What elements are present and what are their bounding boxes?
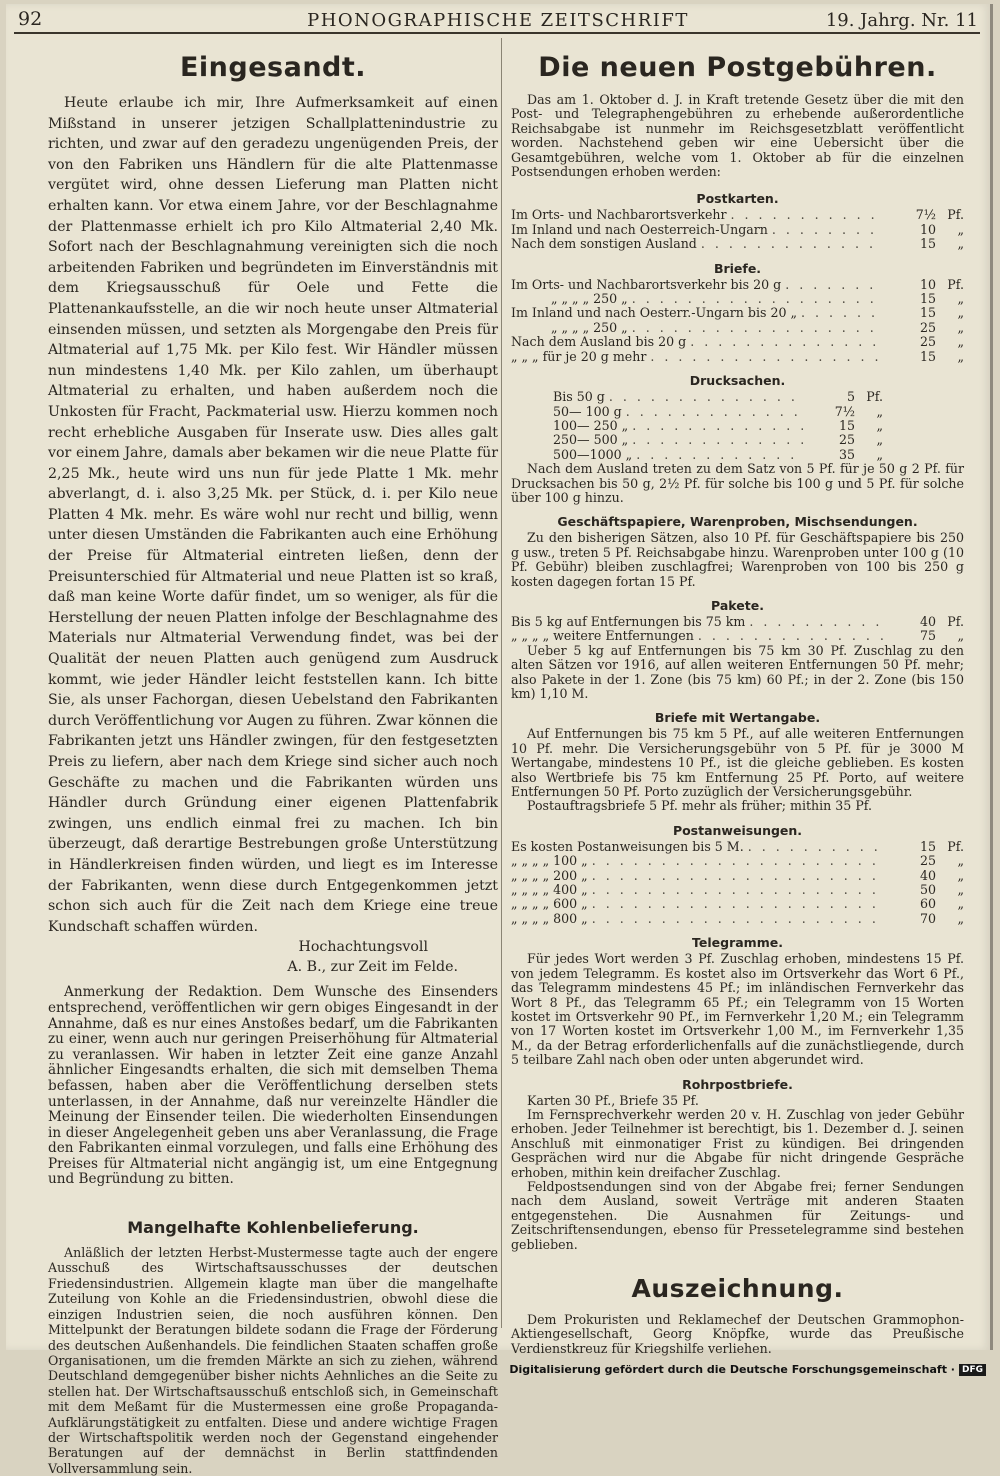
postkarten-title: Postkarten. <box>696 191 779 207</box>
auszeichnung-title: Auszeichnung. <box>631 1274 844 1303</box>
publication-title: PHONOGRAPHISCHE ZEITSCHRIFT <box>307 10 689 31</box>
table-row: „ „ „ „ 600 „ . . . 60 „ <box>511 897 964 911</box>
table-row: „ „ „ „ 800 „ . . . 70 „ <box>511 912 964 926</box>
left-column <box>48 44 498 1476</box>
page-number: 92 <box>18 8 43 30</box>
table-row: Nach dem sonstigen Ausland . . . 15 „ <box>511 237 964 251</box>
table-row: 100— 250 „ . . . 15 „ <box>511 419 883 433</box>
table-row: Bis 50 g . . . 5 Pf. <box>511 390 883 404</box>
header-rule <box>14 32 980 34</box>
table-row: „ „ „ „ 400 „ . . . 50 „ <box>511 883 964 897</box>
right-column <box>511 44 964 1356</box>
table-row: „ „ „ „ 250 „ . . . 15 „ <box>511 292 964 306</box>
eingesandt-body: Heute erlaube ich mir, Ihre Aufmerksamkeit auf einen Mißstand in unserer jetzigen Schallplattenindustrie zu richten, und zwar auf den geradezu ungenügenden Preis, der von den Fabriken uns Händlern für die alte Plattenmasse vergütet wird, ohne dessen Lieferung man Platten nicht erhalten kann. Vor etwa einem Jahre, vor der Beschlagnahme der Plattenmasse erhielt ich pro Kilo Altmaterial 2,40 Mk. Sofort nach der Beschlagnahmung vereinigten sich die noch arbeitenden Fabriken und begründeten im Einverständnis mit dem Kriegsausschuß für Oele und Fette die Plattenankaufsstelle, an die wir noch heute unser Altmaterial einsenden müssen, und setzten als Morgengabe den Preis für Altmaterial auf 1,75 Mk. per Kilo fest. Wir Händler müssen nun mindestens 1,40 Mk. per Kilo zahlen, um überhaupt Altmaterial zu erhalten, und haben außerdem noch die Unkosten für Fracht, Packmaterial usw. Hierzu kommen noch recht erhebliche Ausgaben für Inserate usw. Dies alles galt vor einem Jahre, damals aber bekamen wir die neue Platte für 2,25 Mk., heute wird uns nun für jede Platte 1 Mk. mehr abverlangt, d. i. also 3,25 Mk. per Stück, d. i. per Kilo neue Platten 4 Mk. mehr. Es wäre wohl nur recht und billig, wenn unter diesen Umständen die Fabrikanten auch eine Erhöhung der Preise für Altmaterial eintreten ließen, denn der Preisunterschied für Altmaterial und neue Platten ist so kraß, daß man keine Worte dafür findet, um so weniger, als für die Herstellung der neuen Platten infolge der Beschlagnahme des Materials nur Altmaterial Verwendung findet, was bei der Qualität der neuen Platten auch genügend zum Ausdruck kommt, wie jeder Händler leicht feststellen kann. Ich bitte Sie, als unser Fachorgan, diesen Uebelstand den Fabrikanten durch Veröffentlichung vor Augen zu führen. Zwar können die Fabrikanten jetzt uns Händler zwingen, für den festgesetzten Preis zu liefern, aber nach dem Kriege sind sicher auch noch Geschäfte zu machen und die Fabrikanten würden uns Händler durch Gründung einer eigenen Plattenfabrik zwingen, uns endlich einmal frei zu machen. Ich bin überzeugt, daß derartige Bestrebungen große Unterstützung in Händlerkreisen finden würden, und liegt es im Interesse der Fabrikanten, wenn diese durch Entgegenkommen jetzt schon sich auch für die Zeit nach dem Kriege eine treue Kundschaft schaffen würden. <box>48 95 498 935</box>
issue-info: 19. Jahrg. Nr. 11 <box>825 10 978 31</box>
geschaeft-title: Geschäftspapiere, Warenproben, Mischsendungen. <box>557 514 918 530</box>
signature: A. B., zur Zeit im Felde. <box>287 959 458 976</box>
table-row: Im Inland und nach Oesterreich-Ungarn . . . 10 „ <box>511 223 964 237</box>
telegramme-text: Für jedes Wort werden 3 Pf. Zuschlag erhoben, mindestens 15 Pf. von jedem Telegramm. Es kostet also im Ortsverkehr das Wort 6 Pf., das Telegramm mindestens 45 Pf.; im inländischen Fernverkehr das Wort 8 Pf., das Telegramm 65 Pf.; ein Telegramm von 15 Worten kostet im Ortsverkehr 90 Pf., im Fernverkehr 1,20 M.; ein Telegramm von 17 Worten kostet im Ortsverkehr 1,00 M., im Fernverkehr 1,35 M., da der Betrag erforderlichenfalls auf die zunächstliegende, durch 5 teilbare Zahl nach oben oder unten abgerundet wird. <box>511 951 964 1068</box>
table-row: Es kosten Postanweisungen bis 5 M. . . . 15 Pf. <box>511 840 964 854</box>
pakete-table <box>511 615 964 644</box>
auszeichnung-text: Dem Prokuristen und Reklamechef der Deutschen Grammophon-Aktiengesellschaft, Georg Knöpfke, wurde das Preußische Verdienstkreuz für Kriegshilfe verliehen. <box>511 1312 964 1356</box>
table-row: Im Inland und nach Oesterr.-Ungarn bis 20 „ . . . 15 „ <box>511 306 964 320</box>
table-row: „ „ „ „ weitere Entfernungen . . . 75 „ <box>511 629 964 643</box>
postanweisungen-table <box>511 840 964 926</box>
closing: Hochachtungsvoll <box>298 939 428 956</box>
post-intro: Das am 1. Oktober d. J. in Kraft tretende Gesetz über die mit den Post- und Telegraphengebühren zu erhebende außerordentliche Reichsabgabe ist nunmehr im Reichsgesetzblatt veröffentlicht worden. Nachstehend geben wir eine Uebersicht über die Gesamtgebühren, welche vom 1. Oktober ab für die einzelnen Postsendungen erhoben werden: <box>511 92 964 180</box>
briefe-title: Briefe. <box>713 260 762 276</box>
table-row: „ „ „ für je 20 g mehr . . . 15 „ <box>511 350 964 364</box>
post-title: Die neuen Postgebühren. <box>538 52 937 83</box>
kohlen-body: Anläßlich der letzten Herbst-Mustermesse tagte auch der engere Ausschuß des Wirtschaftsausschusses der deutschen Friedensindustrien. Allgemein klagte man über die mangelhafte Zuteilung von Kohle an die Friedensindustrien, obwohl diese die einzigen Industrien seien, die noch ausführen können. Den Mittelpunkt der Beratungen bildete sodann die Frage der Förderung des deutschen Außenhandels. Die feindlichen Staaten schaffen große Organisationen, um die fremden Märkte an sich zu ziehen, während Deutschland demgegenüber bisher nichts Aehnliches an die Seite zu stellen hat. Der Wirtschaftsausschuß entschloß sich, in Gemeinschaft mit dem Meßamt für die Mustermessen eine große Propaganda-Aufklärungstätigkeit zu entfalten. Diese und andere wichtige Fragen der Wirtschaftspolitik werden noch der Gegenstand eingehender Beratungen auf der demnächst in Berlin stattfindenden Vollversammlung sein. <box>48 1245 498 1476</box>
footer-text: Digitalisierung gefördert durch die Deutsche Forschungsgemeinschaft · <box>509 1363 955 1376</box>
table-row: 500—1000 „ . . . 35 „ <box>511 448 883 462</box>
column-divider <box>501 38 502 1328</box>
drucksachen-table <box>511 390 964 462</box>
rohrpost-text: Im Fernsprechverkehr werden 20 v. H. Zuschlag von jeder Gebühr erhoben. Jeder Teilnehmer ist berechtigt, bis 1. Dezember d. J. seinen Anschluß mit einmonatiger Frist zu kündigen. Bei dringenden Gesprächen wird nur die Abgabe für nicht dringende Gespräche erhoben, mithin kein dreifacher Zuschlag. <box>511 1106 964 1180</box>
table-row: 50— 100 g . . . 7½ „ <box>511 405 883 419</box>
kohlen-title: Mangelhafte Kohlenbelieferung. <box>127 1218 419 1238</box>
table-row: „ „ „ „ 200 „ . . . 40 „ <box>511 869 964 883</box>
dfg-logo-icon: DFG <box>959 1364 986 1376</box>
table-row: 250— 500 „ . . . 25 „ <box>511 433 883 447</box>
geschaeft-text: Zu den bisherigen Sätzen, also 10 Pf. für Geschäftspapiere bis 250 g usw., treten 5 Pf. Reichsabgabe hinzu. Warenproben unter 100 g (10 Pf. Gebühr) bleiben zuschlagfrei; Warenproben von 100 bis 250 g kosten dagegen fortan 15 Pf. <box>511 530 964 589</box>
rohrpost-line: Karten 30 Pf., Briefe 35 Pf. <box>527 1092 699 1108</box>
table-row: Im Orts- und Nachbarortsverkehr . . . 7½ Pf. <box>511 208 964 222</box>
briefe-table <box>511 278 964 364</box>
drucksachen-text: Nach dem Ausland treten zu dem Satz von 5 Pf. für je 50 g 2 Pf. für Drucksachen bis 50 g, 2½ Pf. für solche bis 100 g und 5 Pf. für solche über 100 g hinzu. <box>511 461 964 505</box>
footer-credit <box>509 1363 986 1376</box>
telegramme-title: Telegramme. <box>692 935 783 951</box>
table-row: Bis 5 kg auf Entfernungen bis 75 km . . . 40 Pf. <box>511 615 964 629</box>
rohrpost-title: Rohrpostbriefe. <box>682 1076 793 1092</box>
rohrpost-text2: Feldpostsendungen sind von der Abgabe frei; ferner Sendungen nach dem Ausland, soweit Verträge mit anderen Staaten entgegenstehen. Die Ausnahmen für Zeitungs- und Zeitschriftensendungen, ebenso für Pressetelegramme sind bestehen geblieben. <box>511 1178 964 1252</box>
wertbriefe-text2: Postauftragsbriefe 5 Pf. mehr als früher; mithin 35 Pf. <box>527 798 873 814</box>
table-row: „ „ „ „ 100 „ . . . 25 „ <box>511 854 964 868</box>
page-header <box>6 6 990 32</box>
drucksachen-title: Drucksachen. <box>689 373 786 389</box>
postkarten-table <box>511 208 964 251</box>
pakete-title: Pakete. <box>711 597 764 613</box>
eingesandt-title: Eingesandt. <box>179 52 367 83</box>
pakete-text: Ueber 5 kg auf Entfernungen bis 75 km 30 Pf. Zuschlag zu den alten Sätzen vor 1916, auf allen weiteren Entfernungen 50 Pf. mehr; also Pakete in der 1. Zone (bis 75 km) 60 Pf.; in der 2. Zone (bis 150 km) 1,10 M. <box>511 642 964 701</box>
table-row: Nach dem Ausland bis 20 g . . . 25 „ <box>511 335 964 349</box>
table-row: „ „ „ „ 250 „ . . . 25 „ <box>511 321 964 335</box>
table-row: Im Orts- und Nachbarortsverkehr bis 20 g . . . 10 Pf. <box>511 278 964 292</box>
wertbriefe-title: Briefe mit Wertangabe. <box>654 710 821 726</box>
postanweisungen-title: Postanweisungen. <box>672 822 803 838</box>
wertbriefe-text: Auf Entfernungen bis 75 km 5 Pf., auf alle weiteren Entfernungen 10 Pf. mehr. Die Versicherungsgebühr von 5 Pf. für je 3000 M Wertangabe, mindestens 10 Pf., ist die gleiche geblieben. Es kosten also Wertbriefe bis 75 km Entfernung 25 Pf. Porto, auf weitere Entfernungen 50 Pf. Porto zuzüglich der Versicherungsgebühr. <box>511 726 964 800</box>
editor-note: Anmerkung der Redaktion. Dem Wunsche des Einsenders entsprechend, veröffentlichen wir gern obiges Eingesandt in der Annahme, daß es nur eines Anstoßes bedarf, um die Fabrikanten zu einer, wenn auch nur geringen Preiserhöhung für Altmaterial zu veranlassen. Wir haben in letzter Zeit eine ganze Anzahl ähnlicher Eingesandts erhalten, die sich mit demselben Thema befassen, haben aber die Veröffentlichung derselben stets unterlassen, in der Annahme, daß nur vereinzelte Händler die Meinung der Einsender teilen. Die wiederholten Einsendungen in dieser Angelegenheit geben uns aber Veranlassung, die Frage den Fabrikanten einmal vorzulegen, und falls eine Erhöhung des Preises für Altmaterial nicht angängig ist, um eine Entgegnung und Begründung zu bitten. <box>48 984 498 1188</box>
